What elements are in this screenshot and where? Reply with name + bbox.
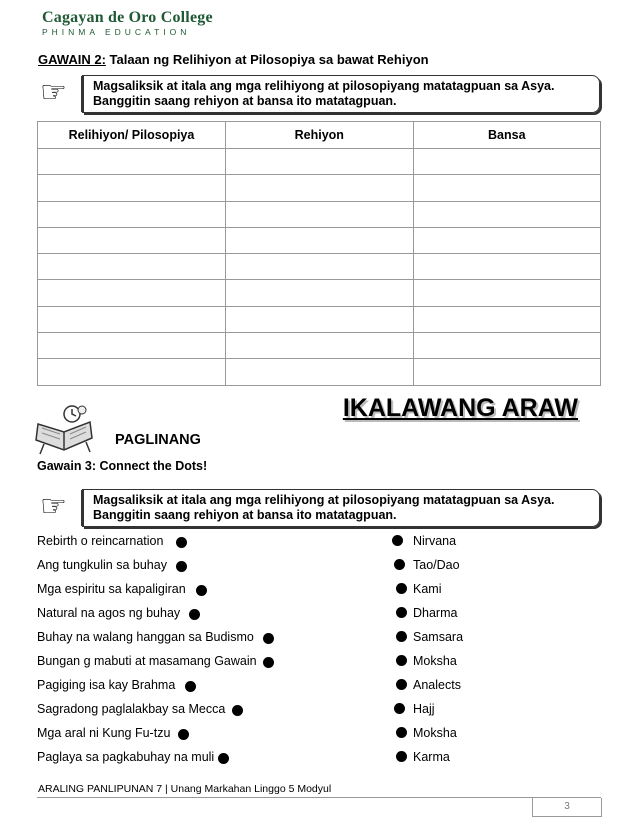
pointing-hand-icon: ☞: [40, 489, 67, 524]
table-cell[interactable]: [413, 149, 600, 175]
table-cell[interactable]: [413, 227, 600, 253]
right-item: [413, 534, 456, 548]
left-dot-icon[interactable]: [196, 585, 207, 596]
right-item: [413, 558, 460, 572]
left-item-label: Sagradong paglalakbay sa Mecca: [37, 702, 226, 716]
left-dot-icon[interactable]: [185, 681, 196, 692]
left-item-label: Bungan g mabuti at masamang Gawain: [37, 654, 257, 668]
left-item-label: Paglaya sa pagkabuhay na muli: [37, 750, 215, 764]
right-item: [413, 702, 435, 716]
left-item: [37, 606, 180, 620]
left-item: [37, 582, 186, 596]
right-item-label: Moksha: [413, 726, 457, 740]
right-item: [413, 678, 461, 692]
open-book-icon: [30, 400, 100, 460]
religion-table: [37, 121, 601, 386]
gawain2-title: [38, 52, 429, 67]
left-item: [37, 726, 170, 740]
left-item-label: Pagiging isa kay Brahma: [37, 678, 176, 692]
left-dot-icon[interactable]: [189, 609, 200, 620]
footer-text: ARALING PANLIPUNAN 7 | Unang Markahan Linggo 5 Modyul: [38, 783, 332, 795]
right-dot-icon[interactable]: [396, 679, 407, 690]
gawain3-instruction-box: [82, 489, 600, 527]
table-cell[interactable]: [38, 149, 226, 175]
left-dot-icon[interactable]: [218, 753, 229, 764]
table-cell[interactable]: [225, 149, 413, 175]
gawain3-instruction-line1: Magsaliksik at itala ang mga relihiyong at pilosopiyang matatagpuan sa Asya.: [93, 493, 555, 507]
table-row: [38, 175, 601, 201]
table-cell[interactable]: [413, 201, 600, 227]
pointing-hand-icon: ☞: [40, 75, 67, 110]
gawain3-title: Gawain 3: Connect the Dots!: [37, 459, 208, 473]
right-dot-icon[interactable]: [396, 727, 407, 738]
page-number: 3: [532, 798, 602, 817]
right-dot-icon[interactable]: [396, 655, 407, 666]
left-item-label: Natural na agos ng buhay: [37, 606, 181, 620]
left-item: [37, 654, 257, 668]
right-item-label: Kami: [413, 582, 442, 596]
table-cell[interactable]: [413, 306, 600, 332]
table-cell[interactable]: [225, 306, 413, 332]
table-cell[interactable]: [225, 333, 413, 359]
table-cell[interactable]: [413, 254, 600, 280]
table-cell[interactable]: [38, 306, 226, 332]
left-item: [37, 558, 167, 572]
table-cell[interactable]: [38, 227, 226, 253]
table-row: [38, 227, 601, 253]
right-item-label: Moksha: [413, 654, 457, 668]
table-cell[interactable]: [38, 333, 226, 359]
left-dot-icon[interactable]: [263, 657, 274, 668]
left-item-label: Mga aral ni Kung Fu-tzu: [37, 726, 171, 740]
left-dot-icon[interactable]: [178, 729, 189, 740]
right-item-label: Nirvana: [413, 534, 457, 548]
left-dot-icon[interactable]: [232, 705, 243, 716]
footer-divider: [37, 797, 601, 798]
table-row: [38, 306, 601, 332]
right-item-label: Samsara: [413, 630, 464, 644]
right-dot-icon[interactable]: [396, 751, 407, 762]
table-cell[interactable]: [413, 280, 600, 306]
left-item: [37, 702, 225, 716]
college-logo-subtitle: PHINMA EDUCATION: [42, 27, 191, 37]
table-cell[interactable]: [38, 359, 226, 385]
left-item: [37, 630, 254, 644]
right-item: [413, 750, 450, 764]
left-dot-icon[interactable]: [176, 561, 187, 572]
right-item: [413, 726, 457, 740]
left-item-label: Rebirth o reincarnation: [37, 534, 164, 548]
table-cell[interactable]: [225, 227, 413, 253]
right-item: [413, 606, 457, 620]
table-row: [38, 280, 601, 306]
table-row: [38, 149, 601, 175]
table-cell[interactable]: [38, 254, 226, 280]
table-cell[interactable]: [225, 359, 413, 385]
table-cell[interactable]: [38, 201, 226, 227]
table-header-religion: Relihiyon/ Pilosopiya: [38, 122, 226, 149]
right-dot-icon[interactable]: [394, 703, 405, 714]
college-logo-name: Cagayan de Oro College: [42, 9, 213, 26]
table-row: [38, 333, 601, 359]
table-row: [38, 254, 601, 280]
table-cell[interactable]: [225, 254, 413, 280]
gawain2-instruction-line2: Banggitin saang rehiyon at bansa ito matatagpuan.: [93, 94, 397, 108]
table-header-region: Rehiyon: [225, 122, 413, 149]
left-item-label: Ang tungkulin sa buhay: [37, 558, 167, 572]
gawain2-instruction-line1: Magsaliksik at itala ang mga relihiyong at pilosopiyang matatagpuan sa Asya.: [93, 79, 555, 93]
table-header-country: Bansa: [413, 122, 600, 149]
table-cell[interactable]: [225, 201, 413, 227]
right-item-label: Hajj: [413, 702, 435, 716]
right-item: [413, 654, 457, 668]
right-dot-icon[interactable]: [392, 535, 403, 546]
paglinang-heading: PAGLINANG: [115, 432, 201, 448]
right-dot-icon[interactable]: [396, 607, 407, 618]
day-title: IKALAWANG ARAW: [342, 394, 578, 422]
table-row: [38, 359, 601, 385]
left-dot-icon[interactable]: [263, 633, 274, 644]
table-cell[interactable]: [225, 280, 413, 306]
table-cell[interactable]: [413, 359, 600, 385]
table-header-row: [38, 122, 601, 149]
table-cell[interactable]: [38, 280, 226, 306]
right-item-label: Dharma: [413, 606, 458, 620]
gawain2-title-text: Talaan ng Relihiyon at Pilosopiya sa bawat Rehiyon: [105, 52, 429, 67]
left-item: [37, 534, 163, 548]
right-dot-icon[interactable]: [396, 583, 407, 594]
table-cell[interactable]: [225, 175, 413, 201]
table-cell[interactable]: [413, 333, 600, 359]
left-item-label: Buhay na walang hanggan sa Budismo: [37, 630, 254, 644]
gawain2-instruction-box: [82, 75, 600, 113]
left-item-label: Mga espiritu sa kapaligiran: [37, 582, 186, 596]
right-item-label: Karma: [413, 750, 450, 764]
left-item: [37, 750, 214, 764]
left-dot-icon[interactable]: [176, 537, 187, 548]
table-cell[interactable]: [38, 175, 226, 201]
right-item-label: Tao/Dao: [413, 558, 460, 572]
gawain3-instruction-line2: Banggitin saang rehiyon at bansa ito matatagpuan.: [93, 508, 397, 522]
table-row: [38, 201, 601, 227]
left-item: [37, 678, 175, 692]
right-item: [413, 630, 463, 644]
right-item: [413, 582, 441, 596]
right-dot-icon[interactable]: [396, 631, 407, 642]
table-cell[interactable]: [413, 175, 600, 201]
right-dot-icon[interactable]: [394, 559, 405, 570]
right-item-label: Analects: [413, 678, 461, 692]
gawain2-label: GAWAIN 2:: [38, 52, 106, 67]
